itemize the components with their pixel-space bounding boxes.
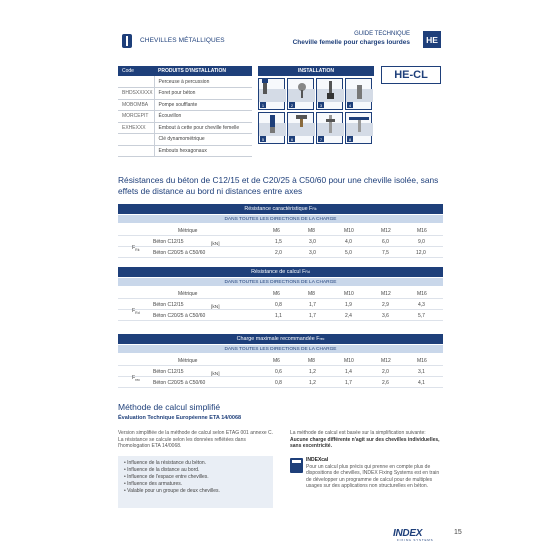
table-3-directions: DANS TOUTES LES DIRECTIONS DE LA CHARGE [118, 345, 443, 353]
list-item: • Influence de la résistance du béton. [124, 460, 207, 466]
table-2-directions: DANS TOUTES LES DIRECTIONS DE LA CHARGE [118, 278, 443, 286]
table-row: MOBOMBA Pompe soufflante [118, 99, 252, 111]
unit-label: [kN] [211, 372, 220, 377]
method-basis: La méthode de calcul est basée sur la simplification suivante: Aucune charge différente n'agit sur des chevilles individuelles, sans excentricité. [290, 430, 440, 449]
table-1-title: Résistance caractéristique F Rk [118, 204, 443, 214]
table-row: Béton C20/25 à C50/60 0,8 1,2 1,7 2,6 4,1 [118, 377, 443, 388]
table-header-row: Métrique M6 M8 M10 M12 M16 [118, 225, 443, 236]
table-3 [118, 355, 443, 388]
table-row: Béton C12/15 1,5 3,0 4,0 6,0 9,0 [118, 236, 443, 247]
table-row: MORCEPIT Écouvillon [118, 111, 252, 123]
table-1 [118, 225, 443, 258]
table-row: Béton C12/15 0,8 1,7 1,9 2,9 4,3 [118, 299, 443, 310]
method-basis-bold: Aucune charge différente n'agit sur des chevilles individuelles, sans excentricité. [290, 436, 440, 449]
list-item: • Influence des armatures. [124, 481, 183, 487]
products-table [118, 66, 252, 157]
install-step-8: 8 [345, 112, 372, 144]
table-row: BHDSXXXXX Foret pour béton [118, 88, 252, 100]
col-code: Code [118, 66, 154, 76]
list-item: • Valable pour un groupe de deux chevilles. [124, 488, 220, 494]
table-header-row: Métrique M6 M8 M10 M12 M16 [118, 288, 443, 299]
section-title: Résistances du béton de C12/15 et de C20/25 à C50/60 pour une cheville isolée, sans effets de distance au bord ni distances entre axes [118, 175, 439, 196]
he-badge: HE [423, 31, 441, 48]
table-1-directions: DANS TOUTES LES DIRECTIONS DE LA CHARGE [118, 215, 443, 223]
install-step-4: 4 [345, 78, 372, 110]
table-row: Béton C12/15 0,6 1,2 1,4 2,0 3,1 [118, 366, 443, 377]
install-step-3: 3 [316, 78, 343, 110]
table-row: EXHEXXX Embout à cette pour cheville femelle [118, 122, 252, 134]
table-row: Embouts hexagonaux [118, 145, 252, 157]
table-3-title: Charge maximale recommandée F rec [118, 334, 443, 344]
logo-tagline: FIXING SYSTEMS [397, 538, 434, 542]
category-title: CHEVILLES MÉTALLIQUES [140, 37, 225, 44]
method-bullets [118, 456, 273, 508]
page-number: 15 [454, 529, 462, 536]
method-title: Méthode de calcul simplifié [118, 402, 221, 412]
install-step-6: 6 [287, 112, 314, 144]
table-row: Perceuse à percussion [118, 76, 252, 88]
table-2 [118, 288, 443, 321]
symbol-frd: $F_{Rd}$ [132, 308, 140, 316]
index-logo: INDEX [393, 528, 423, 539]
unit-label: [kN] [211, 305, 220, 310]
install-step-5: 5 [258, 112, 285, 144]
install-step-1: 1 [258, 78, 285, 110]
guide-label: GUIDE TECHNIQUE [354, 31, 410, 37]
installation-header: INSTALLATION [258, 66, 374, 76]
table-row: Béton C20/25 à C50/60 2,0 3,0 5,0 7,5 12,0 [118, 247, 443, 258]
table-2-title: Résistance de calcul F Rd [118, 267, 443, 277]
install-step-7: 7 [316, 112, 343, 144]
anchor-icon [122, 34, 132, 48]
indexcal-note: INDEXcal Pour un calcul plus précis qui prenne en compte plus de dispositions de chevilles, INDEX Fixing Systems est en train de développer un programme de calcul pour de multiples usages sur des applications non structurelles en béton. [306, 457, 440, 489]
guide-subtitle: Cheville femelle pour charges lourdes [292, 39, 410, 46]
table-header-row: Métrique M6 M8 M10 M12 M16 [118, 355, 443, 366]
method-paragraph: Version simplifiée de la méthode de calcul selon ETAG 001 annexe C. La résistance se calcule selon les données reflétées dans l'homologation ETA 14/0068. [118, 430, 273, 449]
install-step-2: 2 [287, 78, 314, 110]
method-subtitle: Évaluation Technique Européenne ETA 14/0068 [118, 415, 242, 421]
product-code: HE-CL [381, 66, 441, 84]
table-row: Béton C20/25 à C50/60 1,1 1,7 2,4 3,6 5,7 [118, 310, 443, 321]
list-item: • Influence de l'espace entre chevilles. [124, 474, 209, 480]
list-item: • Influence de la distance au bord. [124, 467, 200, 473]
indexcal-title: INDEXcal [306, 457, 329, 463]
calculator-icon [290, 458, 303, 473]
unit-label: [kN] [211, 242, 220, 247]
table-row: Clé dynamométrique [118, 134, 252, 146]
symbol-frec: $F_{rec}$ [132, 375, 141, 383]
col-products: PRODUITS D'INSTALLATION [154, 66, 252, 76]
symbol-frk: $F_{Rk}$ [132, 245, 140, 253]
